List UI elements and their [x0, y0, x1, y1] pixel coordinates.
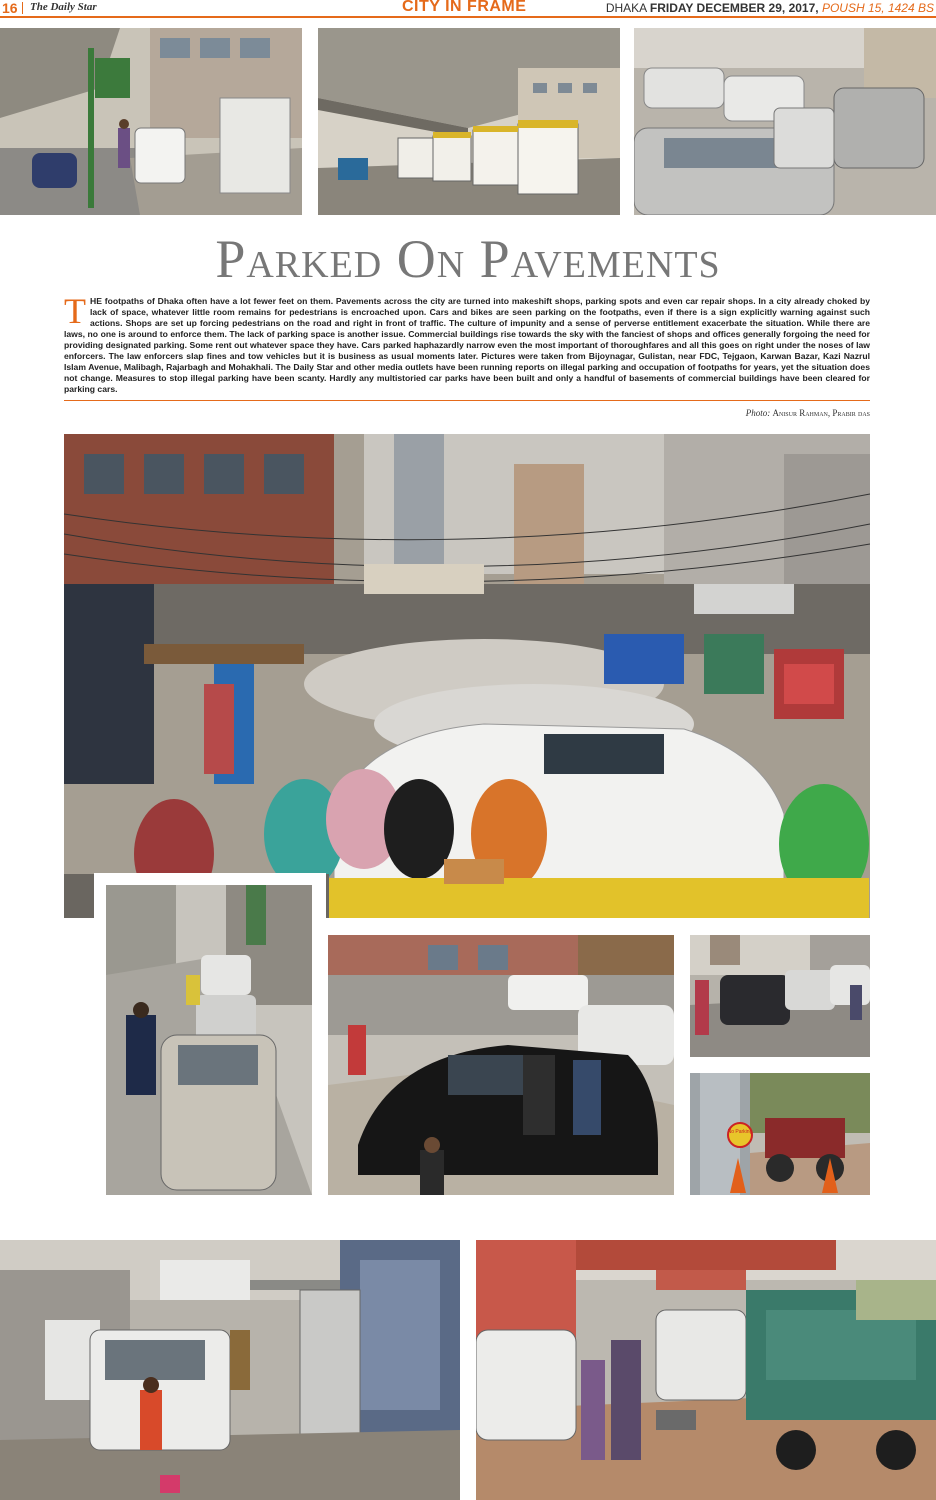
article-title: Parked On Pavements: [215, 229, 721, 289]
photo-bottom-right: [476, 1240, 936, 1500]
photo-credit: [746, 408, 870, 418]
article-body-text: HE footpaths of Dhaka often have a lot fewer feet on them. Pavements across the city are turned into makeshift shops, parking spots and even car repair shops. In a city already choked by lack of space, whatever little room remains for pedestrians is encroached upon. Cars and bikes are seen parking on the footpaths, even if there is a sign explicitly warning against such actions. Shops are set up forcing pedestrians on the road and right in front of traffic. The culture of impunity and a sense of perverse entitlement exacerbate the situation. While there are laws, no one is around to enforce them. The lack of parking space is another issue. Commercial buildings rise towards the sky with the fanciest of shops and offices generally forgoing the need for providing designated parking. Some rent out whatever space they have. Cars parked haphazardly narrow even the most important of thoroughfares and all this goes on right under the noses of law enforcers. The law enforcers slap fines and tow vehicles but it is business as usual moments later. Pictures were taken from Bijoynagar, Gulistan, near FDC, Tejgaon, Karwan Bazar, Kazi Nazrul Islam Avenue, Malibagh, Rajarbagh and Mohakhali. The Daily Star and other media outlets have been running reports on illegal parking and occupation of footpaths for years, yet the situation does not change. Measures to stop illegal parking have been scanty. Hardly any multistoried car parks have been built and only a handful of basements of commercial buildings have been cleared for parking cars.: [64, 296, 870, 394]
section-title: CITY IN FRAME: [396, 0, 532, 16]
photo-top-right: [634, 28, 936, 215]
dateline-bangla: POUSH 15, 1424 BS: [821, 1, 934, 15]
photo-top-middle: [318, 28, 620, 215]
photo-bottom-left: [0, 1240, 460, 1500]
photo-main: [64, 434, 870, 918]
dateline-city: DHAKA: [605, 1, 647, 15]
photo-mid-right-top: [690, 935, 870, 1057]
page-header: [0, 0, 936, 22]
divider-rule: [64, 400, 870, 401]
dateline: [606, 1, 934, 15]
header-separator: [22, 2, 23, 14]
page-number: 16: [2, 0, 18, 16]
photo-mid-left: [106, 885, 312, 1195]
masthead-logo: The Daily Star: [30, 1, 97, 13]
photo-mid-right-bottom: [690, 1073, 870, 1195]
dateline-date: FRIDAY DECEMBER 29, 2017,: [649, 1, 819, 15]
drop-cap: T: [64, 291, 86, 331]
photo-top-left: [0, 28, 302, 215]
article-body: [64, 291, 870, 395]
photo-credit-names: Anisur Rahman, Prabir das: [772, 408, 870, 418]
header-rule: [0, 16, 936, 18]
photo-credit-prefix: Photo:: [745, 408, 771, 418]
no-parking-sign-text: No Parking: [727, 1129, 753, 1135]
photo-mid-center: [328, 935, 674, 1195]
